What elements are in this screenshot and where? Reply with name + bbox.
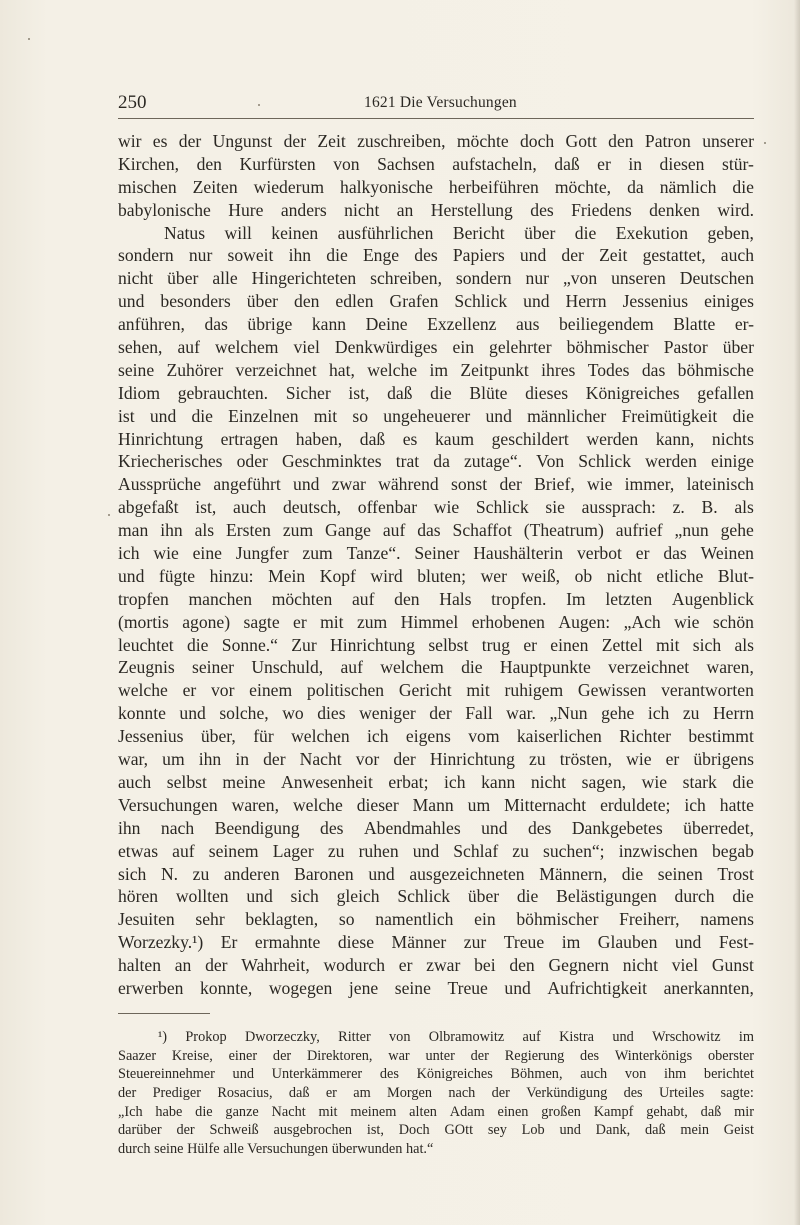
paper-speck [28,38,30,40]
footnote-line: ¹) Prokop Dworzeczky, Ritter von Olbramowitz auf Kistra und Wrschowitz im [158,1029,754,1045]
text-line: sich N. zu anderen Baronen und ausgezeichneten Männern, die seinen Trost [118,863,754,884]
footnote-line: Saazer Kreise, einer der Direktoren, war unter der Regierung des Winterkönigs oberster [118,1047,754,1064]
page-edge-shadow [794,0,800,1225]
text-line: Jesuiten sehr beklagten, so namentlich ein böhmischer Freiherr, namens [118,909,754,930]
text-line: ihn nach Beendigung des Abendmahles und des Dankgebetes überredet, [118,817,754,838]
paper-speck [258,104,260,106]
text-line: anführen, das übrige kann Deine Exzellenz aus beiliegendem Blatte er- [118,314,754,335]
text-line: konnte und solche, wo dies weniger der Fall war. „Nun gehe ich zu Herrn [118,703,754,724]
text-line: abgefaßt ist, auch deutsch, offenbar wie Schlick sie aussprach: z. B. als [118,497,754,518]
body-text [118,130,754,1000]
footnotes [118,1028,754,1159]
text-line: war, um ihn in der Nacht vor der Hinrichtung zu trösten, wie er übrigens [118,749,754,770]
text-line: nicht über alle Hingerichteten schreiben, sondern nur „von unseren Deutschen [118,268,754,289]
text-line: (mortis agone) sagte er mit zum Himmel erhobenen Augen: „Ach wie schön [118,611,754,632]
text-line: erwerben konnte, wogegen jene seine Treue und Aufrichtigkeit anerkannten, [118,977,754,998]
footnote-line: durch seine Hülfe alle Versuchungen überwunden hat.“ [118,1141,434,1158]
text-line: etwas auf seinem Lager zu ruhen und Schlaf zu suchen“; inzwischen begab [118,840,754,861]
text-line: tropfen manchen möchten auf den Hals tropfen. Im letzten Augenblick [118,588,754,609]
text-line: Versuchungen waren, welche dieser Mann um Mitternacht erduldete; ich hatte [118,794,754,815]
text-line: und fügte hinzu: Mein Kopf wird bluten; wer weiß, ob nicht etliche Blut- [118,565,754,586]
page-number: 250 [118,92,147,113]
text-line: mischen Zeiten wiederum halkyonische herbeiführen möchte, da nämlich die [118,176,754,197]
text-line: babylonische Hure anders nicht an Herstellung des Friedens denken wird. [118,199,754,220]
footnote-line: Steuereinnehmer und Unterkämmerer des Königreiches Böhmen, auch von ihm berichtet [118,1066,754,1083]
text-line: sehen, auf welchem viel Denkwürdiges ein gelehrter böhmischer Pastor über [118,337,754,358]
text-line: halten an der Wahrheit, wodurch er zwar bei den Gegnern nicht viel Gunst [118,955,754,976]
page-header [118,92,754,119]
footnote-line: darüber der Schweiß ausgebrochen ist, Doch GOtt sey Lob und Dank, daß mein Geist [118,1122,754,1139]
text-line: leuchtet die Sonne.“ Zur Hinrichtung selbst trug er einen Zettel mit sich als [118,634,754,655]
text-line: Worzezky.¹) Er ermahnte diese Männer zur Treue im Glauben und Fest- [118,932,754,953]
text-line: Kirchen, den Kurfürsten von Sachsen aufstacheln, daß er in diesen stür- [118,153,754,174]
text-line: und besonders über den edlen Grafen Schlick und Herrn Jessenius einiges [118,291,754,312]
text-line: welche er vor einem politischen Gericht mit ruhigem Gewissen verantworten [118,680,754,701]
footnote-line: der Prediger Rosacius, daß er am Morgen nach der Verkündigung des Urteiles sagte: [118,1085,754,1102]
text-line: wir es der Ungunst der Zeit zuschreiben, möchte doch Gott den Patron unserer [118,131,754,151]
text-line: ich wie eine Jungfer zum Tanze“. Seiner Haushälterin verbot er das Weinen [118,543,754,564]
text-line: Jessenius über, für welchen ich eigens vom kaiserlichen Richter bestimmt [118,726,754,747]
text-line: auch selbst meine Anwesenheit erbat; ich kann nicht sagen, wie stark die [118,771,754,792]
text-line: Zeugnis seiner Unschuld, auf welchem die Hauptpunkte verzeichnet waren, [118,657,754,678]
text-line: ist und die Einzelnen mit so ungeheuerer und männlicher Freimütigkeit die [118,405,754,426]
text-line: Aussprüche angeführt und zwar während sonst der Brief, wie immer, lateinisch [118,474,754,495]
text-line: sondern nur soweit ihn die Enge des Papiers und der Zeit gestattet, auch [118,245,754,266]
text-line: Natus will keinen ausführlichen Bericht über die Exekution geben, [164,222,754,243]
running-title: 1621 Die Versuchungen [364,94,517,111]
text-line: Idiom gebrauchten. Sicher ist, daß die Blüte dieses Königreiches gefallen [118,382,754,403]
text-line: hören wollten und sich gleich Schlick über die Belästigungen durch die [118,886,754,907]
text-line: seine Zuhörer verzeichnet hat, welche im Zeitpunkt ihres Todes das böhmische [118,359,754,380]
footnote-rule [118,1013,210,1014]
text-line: man ihn als Ersten zum Gange auf das Schaffot (Theatrum) aufrief „nun gehe [118,520,754,541]
paper-speck [108,514,110,516]
paper-speck [764,142,766,144]
text-line: Kriecherisches oder Geschminktes trat da zutage“. Von Schlick werden einige [118,451,754,472]
footnote-line: „Ich habe die ganze Nacht mit meinem alten Adam einen großen Kampf gehabt, daß mir [118,1103,754,1120]
text-line: Hinrichtung ertragen haben, daß es kaum geschildert werden kann, nichts [118,428,754,449]
